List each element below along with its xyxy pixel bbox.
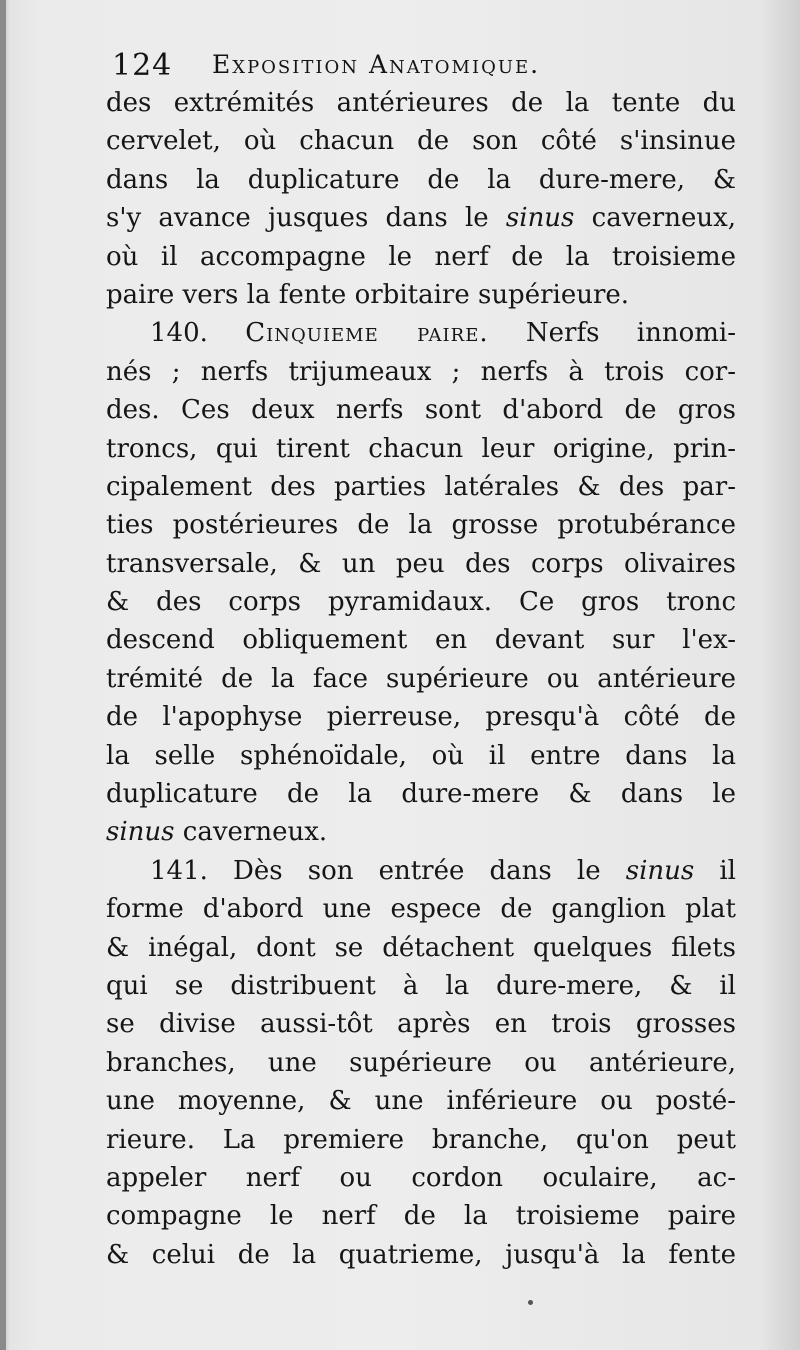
text-line xyxy=(106,506,736,544)
text-line xyxy=(106,238,736,276)
page-number: 124 xyxy=(112,48,173,83)
text-line xyxy=(106,430,736,468)
body-text xyxy=(106,84,736,1274)
text-line xyxy=(106,583,736,621)
text-run: descend obliquement en devant sur l'ex- xyxy=(106,625,736,656)
text-line xyxy=(106,660,736,698)
text-line xyxy=(106,852,736,890)
text-run: branches, une supérieure ou antérieure, xyxy=(106,1047,736,1078)
text-line xyxy=(106,1082,736,1120)
text-run: forme d'abord une espece de ganglion plat xyxy=(106,894,736,925)
text-line xyxy=(106,737,736,775)
text-run: des extrémités antérieures de la tente du xyxy=(106,88,736,118)
text-run: duplicature de la dure-mere & dans le xyxy=(106,779,736,810)
print-speck xyxy=(528,1300,533,1305)
text-line xyxy=(106,353,736,391)
text-run: caverneux. xyxy=(174,817,328,848)
running-head: Exposition Anatomique. xyxy=(212,50,541,79)
text-run: se divise aussi-tôt après en trois grosses xyxy=(106,1009,736,1040)
text-line xyxy=(106,1159,736,1197)
text-run: paire vers la fente orbitaire supérieure. xyxy=(106,279,630,310)
text-run: & inégal, dont se détachent quelques filets xyxy=(106,932,736,963)
text-line xyxy=(106,545,736,583)
text-line xyxy=(106,84,736,122)
text-line xyxy=(106,314,736,352)
text-run: trémité de la face supérieure ou antérieure xyxy=(106,663,736,694)
text-line xyxy=(106,468,736,506)
text-run: de l'apophyse pierreuse, presqu'à côté de xyxy=(106,702,736,733)
text-line xyxy=(106,199,736,237)
italic-term: sinus xyxy=(625,855,695,886)
text-line xyxy=(106,621,736,659)
text-run: dans la duplicature de la dure-mere, & xyxy=(106,164,736,195)
section-heading: Cinquieme paire. xyxy=(245,318,489,349)
text-line xyxy=(106,122,736,160)
text-line xyxy=(106,1044,736,1082)
text-run: Nerfs innomi- xyxy=(488,318,736,349)
text-line xyxy=(106,1005,736,1043)
text-run: cipalement des parties latérales & des par- xyxy=(106,471,736,502)
italic-term: sinus xyxy=(505,203,575,234)
text-run: 141. Dès son entrée dans le xyxy=(150,855,626,886)
text-run: la selle sphénoïdale, où il entre dans la xyxy=(106,740,736,771)
text-line xyxy=(106,967,736,1005)
text-line xyxy=(106,1121,736,1159)
text-run: nés ; nerfs trijumeaux ; nerfs à trois cor- xyxy=(106,356,736,387)
text-run: caverneux, xyxy=(574,203,736,234)
text-line xyxy=(106,698,736,736)
text-line xyxy=(106,161,736,199)
italic-term: sinus xyxy=(106,817,175,848)
text-run: qui se distribuent à la dure-mere, & il xyxy=(106,970,736,1001)
text-line xyxy=(106,813,736,851)
text-run: cervelet, où chacun de son côté s'insinue xyxy=(106,126,736,157)
text-line xyxy=(106,929,736,967)
text-run: des. Ces deux nerfs sont d'abord de gros xyxy=(106,395,736,426)
text-run: 140. xyxy=(150,318,246,349)
text-run: & celui de la quatrieme, jusqu'à la fente xyxy=(106,1239,736,1270)
text-line xyxy=(106,1236,736,1274)
text-run: ties postérieures de la grosse protubérance xyxy=(106,510,736,541)
text-line xyxy=(106,391,736,429)
text-line xyxy=(106,276,736,314)
text-line xyxy=(106,775,736,813)
page-gutter-shadow xyxy=(0,0,6,1350)
text-run: une moyenne, & une inférieure ou posté- xyxy=(106,1086,736,1117)
text-run: transversale, & un peu des corps olivaires xyxy=(106,548,736,579)
text-run: il xyxy=(694,855,736,886)
text-run: & des corps pyramidaux. Ce gros tronc xyxy=(106,587,736,618)
text-run: appeler nerf ou cordon oculaire, ac- xyxy=(106,1162,736,1193)
text-line xyxy=(106,890,736,928)
text-run: où il accompagne le nerf de la troisieme xyxy=(106,241,736,272)
text-run: s'y avance jusques dans le xyxy=(106,203,506,234)
text-line xyxy=(106,1197,736,1235)
text-run: troncs, qui tirent chacun leur origine, prin- xyxy=(106,433,736,464)
text-run: rieure. La premiere branche, qu'on peut xyxy=(106,1124,736,1155)
text-run: compagne le nerf de la troisieme paire xyxy=(106,1201,736,1232)
